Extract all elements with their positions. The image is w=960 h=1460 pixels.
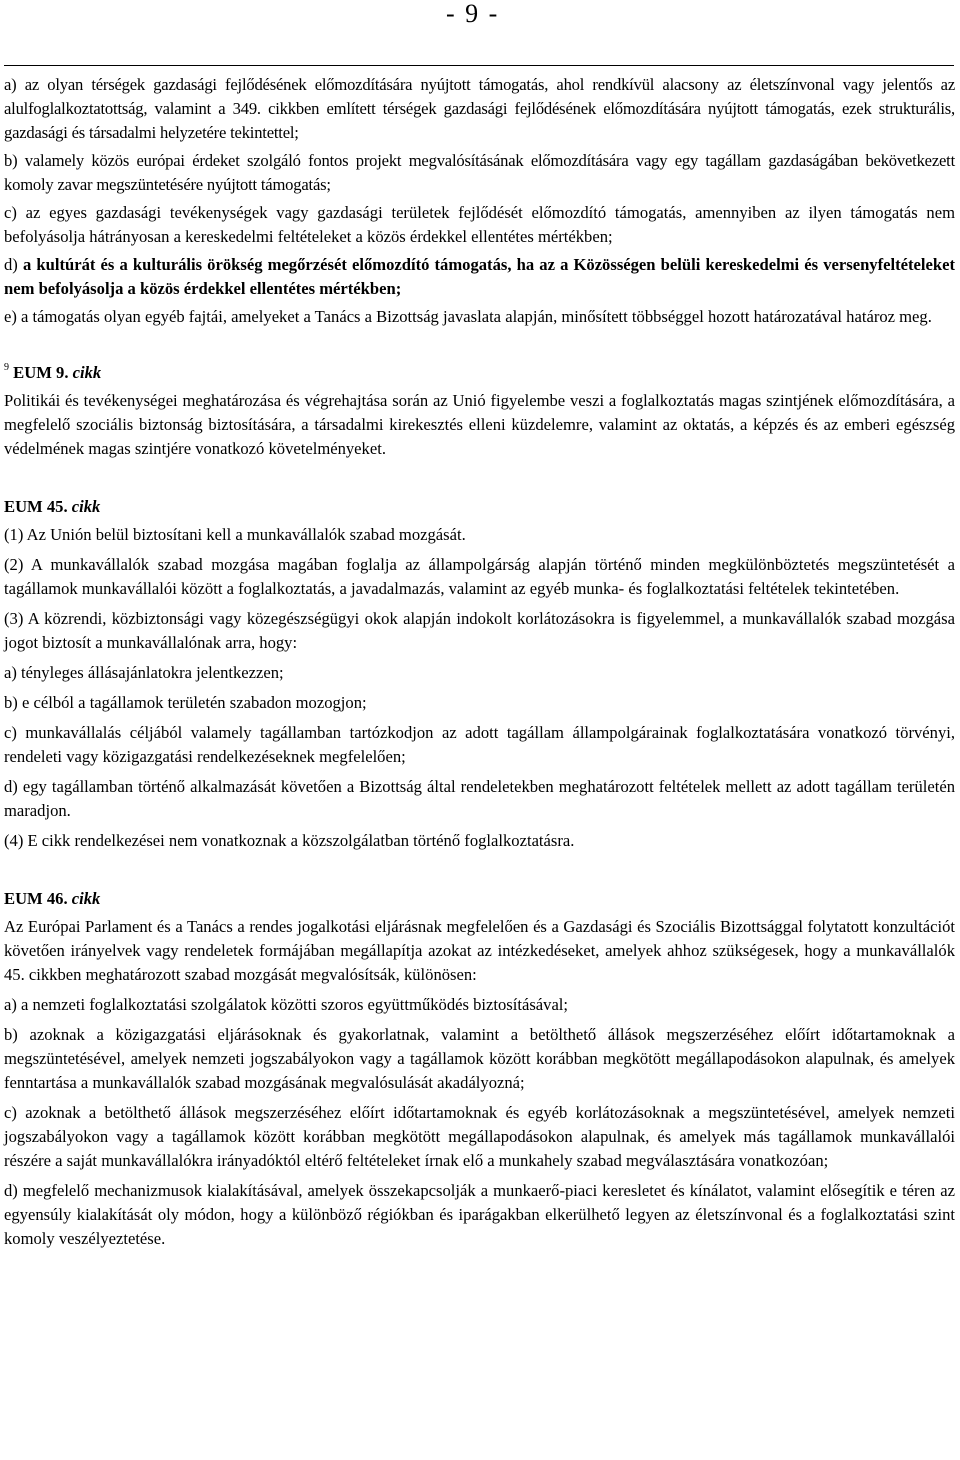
page-number: - 9 - bbox=[446, 0, 500, 28]
list-item-e: e) a támogatás olyan egyéb fajtái, amelyeket a Tanács a Bizottság javaslata alapján, minősített többséggel hozott határozatával határoz meg. bbox=[4, 307, 932, 326]
eum-46-item-a: a) a nemzeti foglalkoztatási szolgálatok közötti szoros együttműködés biztosításával; bbox=[4, 995, 569, 1014]
eum-45-paragraph-2: (2) A munkavállalók szabad mozgása magában foglalja az állampolgárság alapján történő minden megkülönböztetés megszüntetését a tagállamok munkavállalói között a foglalkoztatás, a javadalmazás, valamint az egyéb munka- és foglalkoztatási feltételek tekintetében. bbox=[4, 555, 955, 598]
list-item-a: a) az olyan térségek gazdasági fejlődésének előmozdítására nyújtott támogatás, ahol rendkívül alacsony az életszínvonal vagy jelentős az alulfoglalkoztatottság, valamint a 349. cikkben említett térségek gazdasági fejlődésének előmozdítására nyújtott támogatás, ezek strukturális, gazdasági és társadalmi helyzetére tekintettel; bbox=[4, 75, 955, 142]
eum-45-paragraph-1: (1) Az Unión belül biztosítani kell a munkavállalók szabad mozgását. bbox=[4, 525, 466, 544]
document-body bbox=[4, 73, 955, 1257]
eum-46-item-d: d) megfelelő mechanizmusok kialakításával, amelyek összekapcsolják a munkaerő-piaci keresletet és kínálatot, valamint elősegítik e téren az egyensúly kialakítását oly módon, hogy a különböző régiókban és iparágakban elkerülhető legyen az életszínvonal és a foglalkoztatási szint komoly veszélyeztetése. bbox=[4, 1181, 955, 1248]
eum-9-body: Politikái és tevékenységei meghatározása és végrehajtása során az Unió figyelembe veszi a foglalkoztatás magas szintjének előmozdítására, a megfelelő szociális biztonság biztosítására, a társadalmi kirekesztés elleni küzdelemre, valamint az oktatás, a képzés és az emberi egészség védelmének magas szintjére vonatkozó követelményeket. bbox=[4, 391, 955, 458]
eum-46-item-b: b) azoknak a közigazgatási eljárásoknak és gyakorlatnak, valamint a betölthető állások megszerzéséhez előírt időtartamoknak a megszüntetésével, amelyek nemzeti jogszabályokon vagy a tagállamok között korábban megkötött megállapodásokon alapulnak, és amelyek fenntartása a munkavállalók szabad mozgásának megvalósulását akadályozná; bbox=[4, 1025, 955, 1092]
eum-46-intro: Az Európai Parlament és a Tanács a rendes jogalkotási eljárásnak megfelelően és a Gazdasági és Szociális Bizottsággal folytatott konzultációt követően irányelvek vagy rendeletek formájában megállapítja azokat az intézkedéseket, amelyek ahhoz szükségesek, hogy a munkavállalók 45. cikkben meghatározott szabad mozgását megvalósítsák, különösen: bbox=[4, 917, 955, 984]
eum-45-item-a: a) tényleges állásajánlatokra jelentkezzen; bbox=[4, 663, 284, 682]
eum-45-heading bbox=[4, 495, 955, 519]
list-item-c: c) az egyes gazdasági tevékenységek vagy gazdasági területek fejlődését előmozdító támogatás, amennyiben az ilyen támogatás nem befolyásolja hátrányosan a kereskedelmi feltételeket a közös érdekkel ellentétes mértékben; bbox=[4, 203, 955, 246]
list-item-d-text: a kultúrát és a kulturális örökség megőrzését előmozdító támogatás, ha az a Közösségen belüli kereskedelmi és versenyfeltételeket nem befolyásolja a közös érdekkel ellentétes mértékben; bbox=[4, 255, 955, 298]
footnote-marker: 9 bbox=[4, 362, 9, 373]
eum-46-heading bbox=[4, 887, 955, 911]
eum-45-heading-main: EUM 45. bbox=[4, 497, 72, 516]
eum-9-heading-main: EUM 9. bbox=[13, 363, 73, 382]
list-item-b: b) valamely közös európai érdeket szolgáló fontos projekt megvalósításának előmozdítására vagy egy tagállam gazdaságában bekövetkezett komoly zavar megszüntetésére nyújtott támogatás; bbox=[4, 151, 955, 194]
eum-45-paragraph-3: (3) A közrendi, közbiztonsági vagy közegészségügyi okok alapján indokolt korlátozásokra is figyelemmel, a munkavállalók szabad mozgása jogot biztosít a munkavállalónak arra, hogy: bbox=[4, 609, 955, 652]
eum-45-heading-italic: cikk bbox=[71, 497, 101, 516]
eum-9-heading-italic: cikk bbox=[72, 363, 102, 382]
eum-46-heading-italic: cikk bbox=[71, 889, 101, 908]
list-item-d-prefix: d) bbox=[4, 255, 23, 274]
eum-45-item-b: b) e célból a tagállamok területén szabadon mozogjon; bbox=[4, 693, 367, 712]
eum-9-heading bbox=[4, 361, 955, 385]
eum-46-heading-main: EUM 46. bbox=[4, 889, 72, 908]
eum-45-section bbox=[4, 495, 955, 853]
eum-45-item-d: d) egy tagállamban történő alkalmazását követően a Bizottság által rendeletekben meghatározott feltételek mellett az adott tagállam területén maradjon. bbox=[4, 777, 955, 820]
eum-46-section bbox=[4, 887, 955, 1251]
eum-45-item-c: c) munkavállalás céljából valamely tagállamban tartózkodjon az adott tagállam állampolgárainak foglalkoztatására vonatkozó törvényi, rendeleti vagy közigazgatási rendelkezéseknek megfelelően; bbox=[4, 723, 955, 766]
eum-9-section bbox=[4, 361, 955, 461]
list-item-d bbox=[4, 253, 955, 301]
eum-45-paragraph-4: (4) E cikk rendelkezései nem vonatkoznak a közszolgálatban történő foglalkoztatásra. bbox=[4, 831, 575, 850]
aid-list-section bbox=[4, 73, 955, 329]
header-divider bbox=[4, 65, 954, 66]
eum-46-item-c: c) azoknak a betölthető állások megszerzéséhez előírt időtartamoknak és egyéb korlátozásoknak a megszüntetésével, amelyek nemzeti jogszabályokon vagy a tagállamok között korábban megkötött megállapodásokon alapulnak, és amelyek más tagállamok munkavállalói részére a saját munkavállalókra irányadóktól eltérő feltételeket írnak elő a munkahely szabad megválasztására vonatkozóan; bbox=[4, 1103, 955, 1170]
